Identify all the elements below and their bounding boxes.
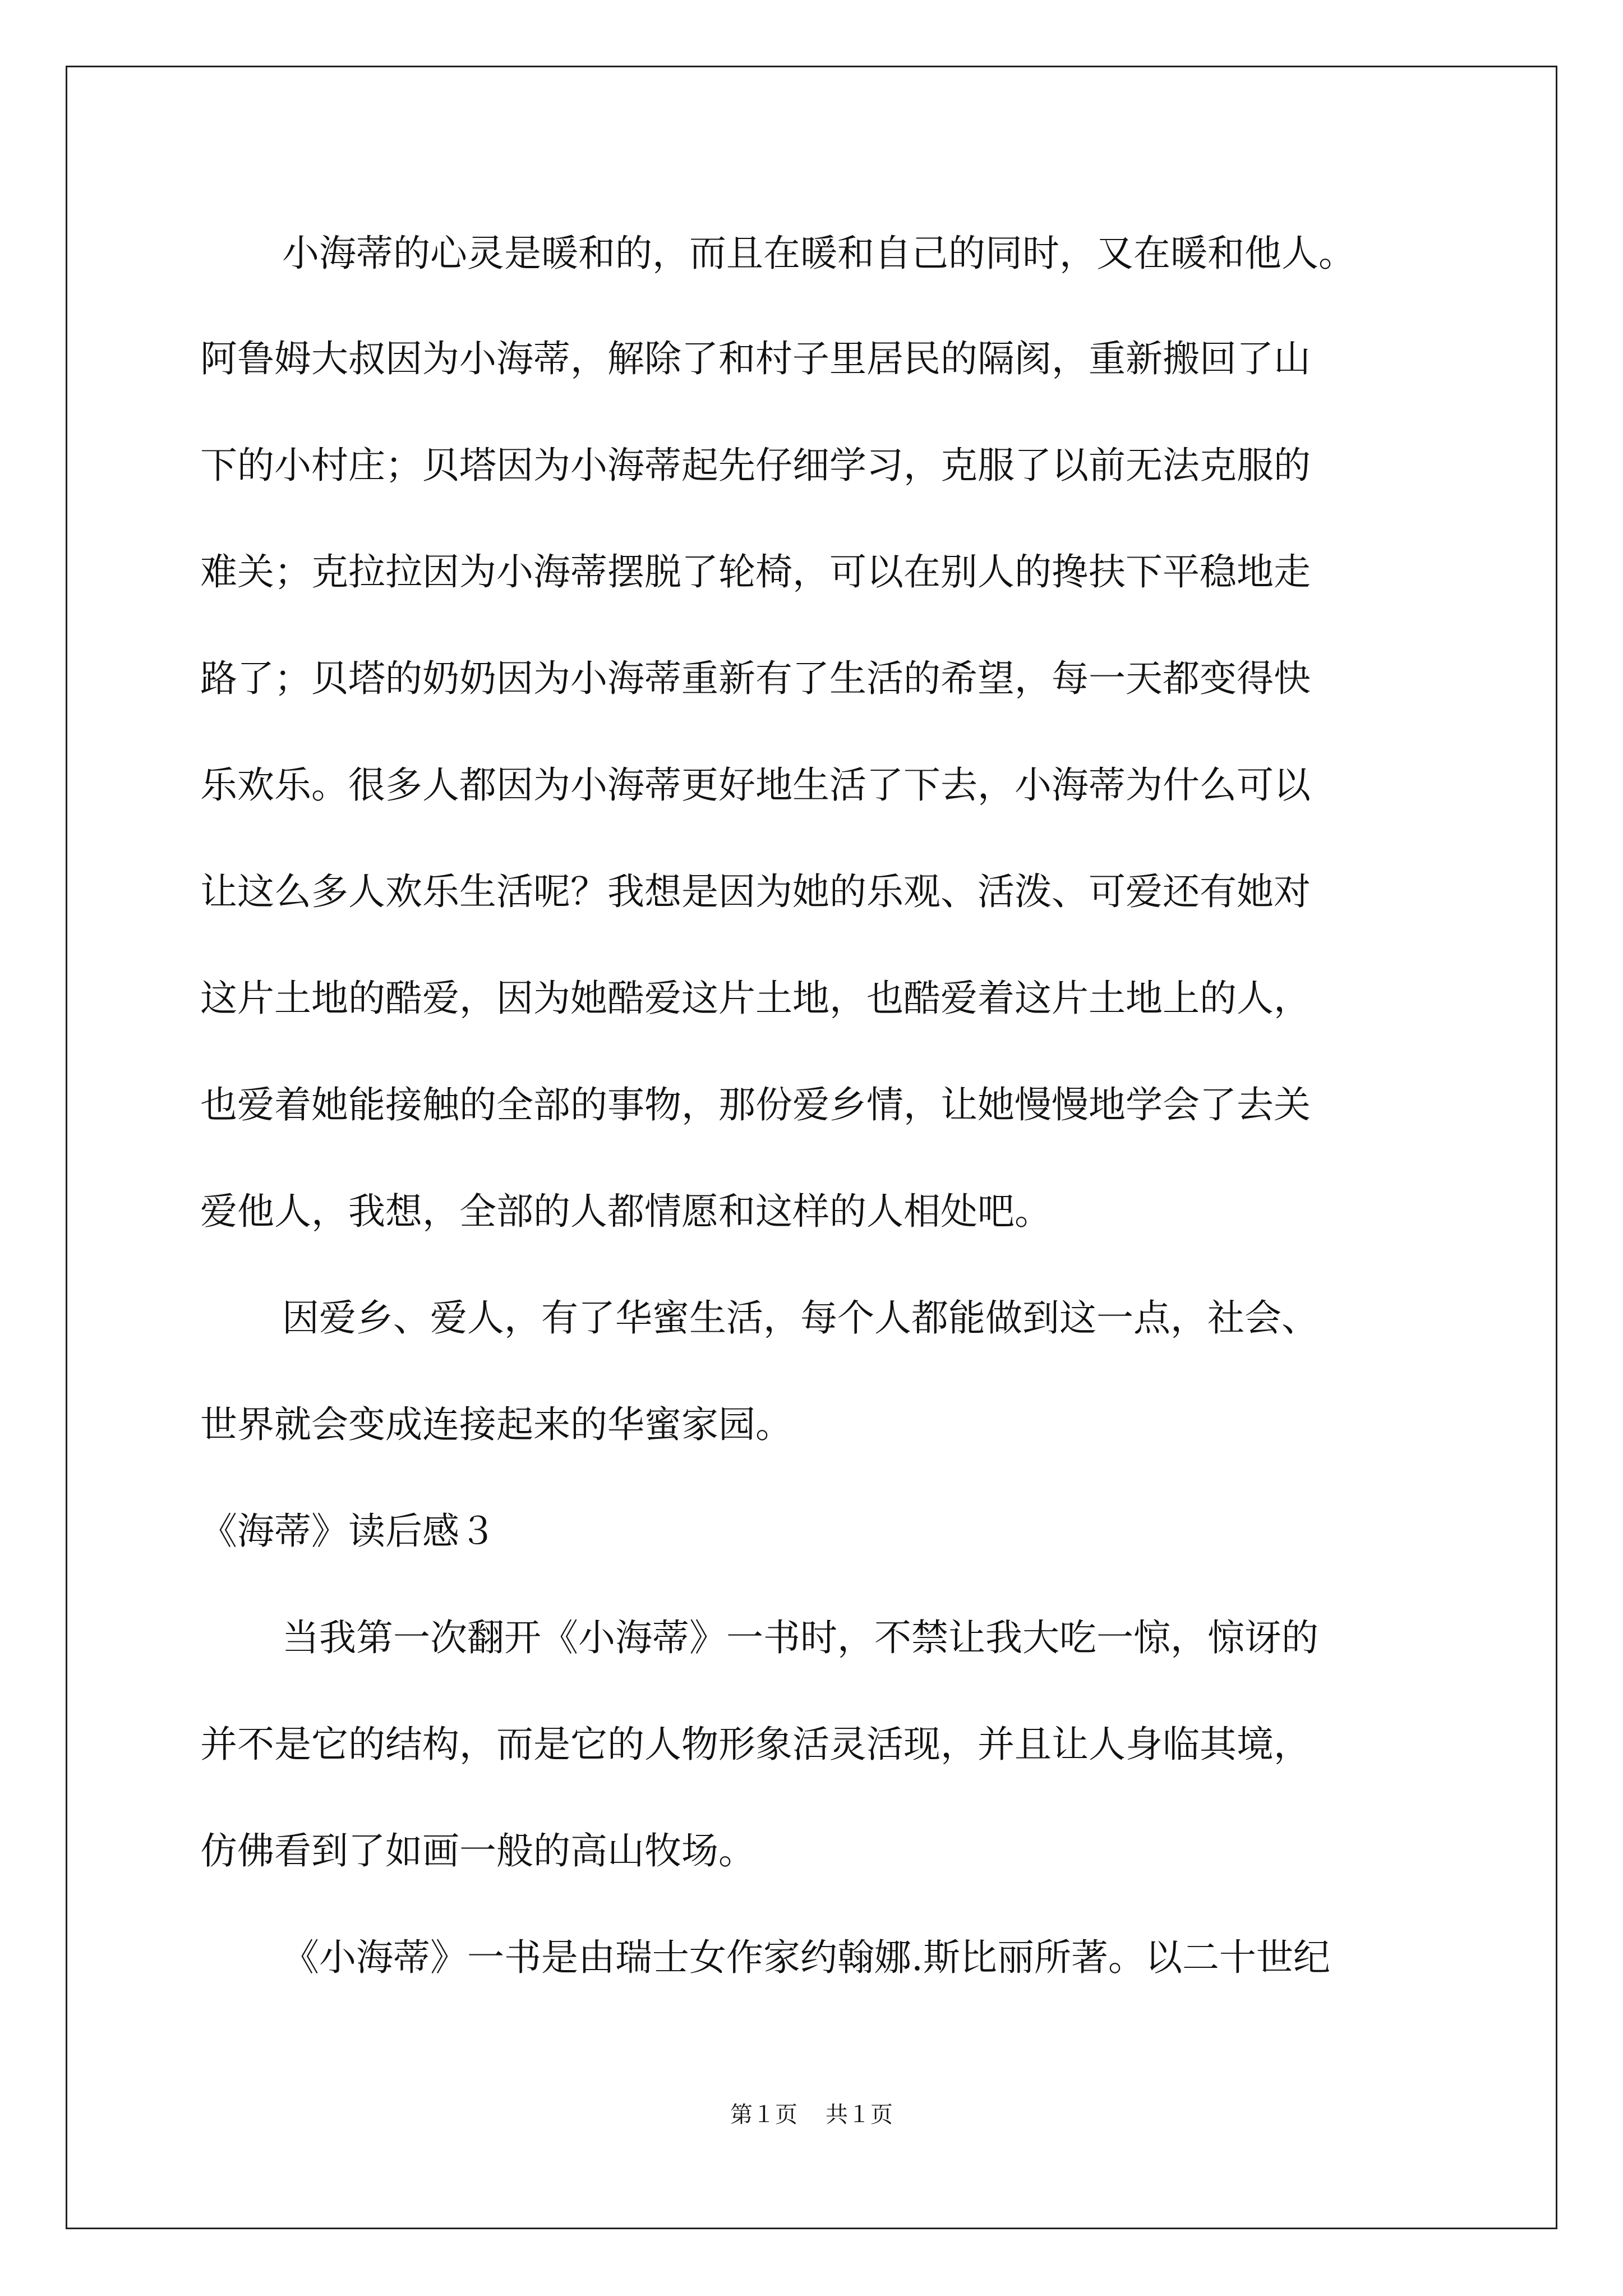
page-footer <box>0 2101 1623 2129</box>
paragraph-line: 乐欢乐。很多人都因为小海蒂更好地生活了下去，小海蒂为什么可以 <box>200 763 1311 807</box>
section-heading: 《海蒂》读后感３ <box>200 1510 496 1553</box>
paragraph-line: 让这么多人欢乐生活呢？我想是因为她的乐观、活泼、可爱还有她对 <box>200 870 1311 913</box>
page-total: 共１页 <box>826 2102 893 2128</box>
paragraph-line: 当我第一次翻开《小海蒂》一书时，不禁让我大吃一惊，惊讶的 <box>282 1616 1318 1659</box>
paragraph-line: 《小海蒂》一书是由瑞士女作家约翰娜.斯比丽所著。以二十世纪 <box>282 1936 1330 1979</box>
paragraph-line: 并不是它的结构，而是它的人物形象活灵活现，并且让人身临其境， <box>200 1723 1311 1766</box>
paragraph-line: 这片土地的酷爱，因为她酷爱这片土地，也酷爱着这片土地上的人， <box>200 977 1311 1020</box>
paragraph-line: 阿鲁姆大叔因为小海蒂，解除了和村子里居民的隔阂，重新搬回了山 <box>200 337 1311 380</box>
paragraph-line: 因爱乡、爱人，有了华蜜生活，每个人都能做到这一点，社会、 <box>282 1296 1318 1340</box>
paragraph-line: 路了；贝塔的奶奶因为小海蒂重新有了生活的希望，每一天都变得快 <box>200 657 1311 700</box>
paragraph-line: 也爱着她能接触的全部的事物，那份爱乡情，让她慢慢地学会了去关 <box>200 1083 1311 1126</box>
paragraph-line: 下的小村庄；贝塔因为小海蒂起先仔细学习，克服了以前无法克服的 <box>200 444 1311 487</box>
paragraph-line: 小海蒂的心灵是暖和的，而且在暖和自己的同时，又在暖和他人。 <box>282 232 1355 275</box>
page-number: 第１页 <box>730 2102 797 2128</box>
paragraph-line: 难关；克拉拉因为小海蒂摆脱了轮椅，可以在别人的搀扶下平稳地走 <box>200 550 1311 593</box>
paragraph-line: 仿佛看到了如画一般的高山牧场。 <box>200 1829 755 1872</box>
paragraph-line: 爱他人，我想，全部的人都情愿和这样的人相处吧。 <box>200 1190 1052 1233</box>
paragraph-line: 世界就会变成连接起来的华蜜家园。 <box>200 1403 792 1446</box>
page-frame <box>66 66 1557 2229</box>
